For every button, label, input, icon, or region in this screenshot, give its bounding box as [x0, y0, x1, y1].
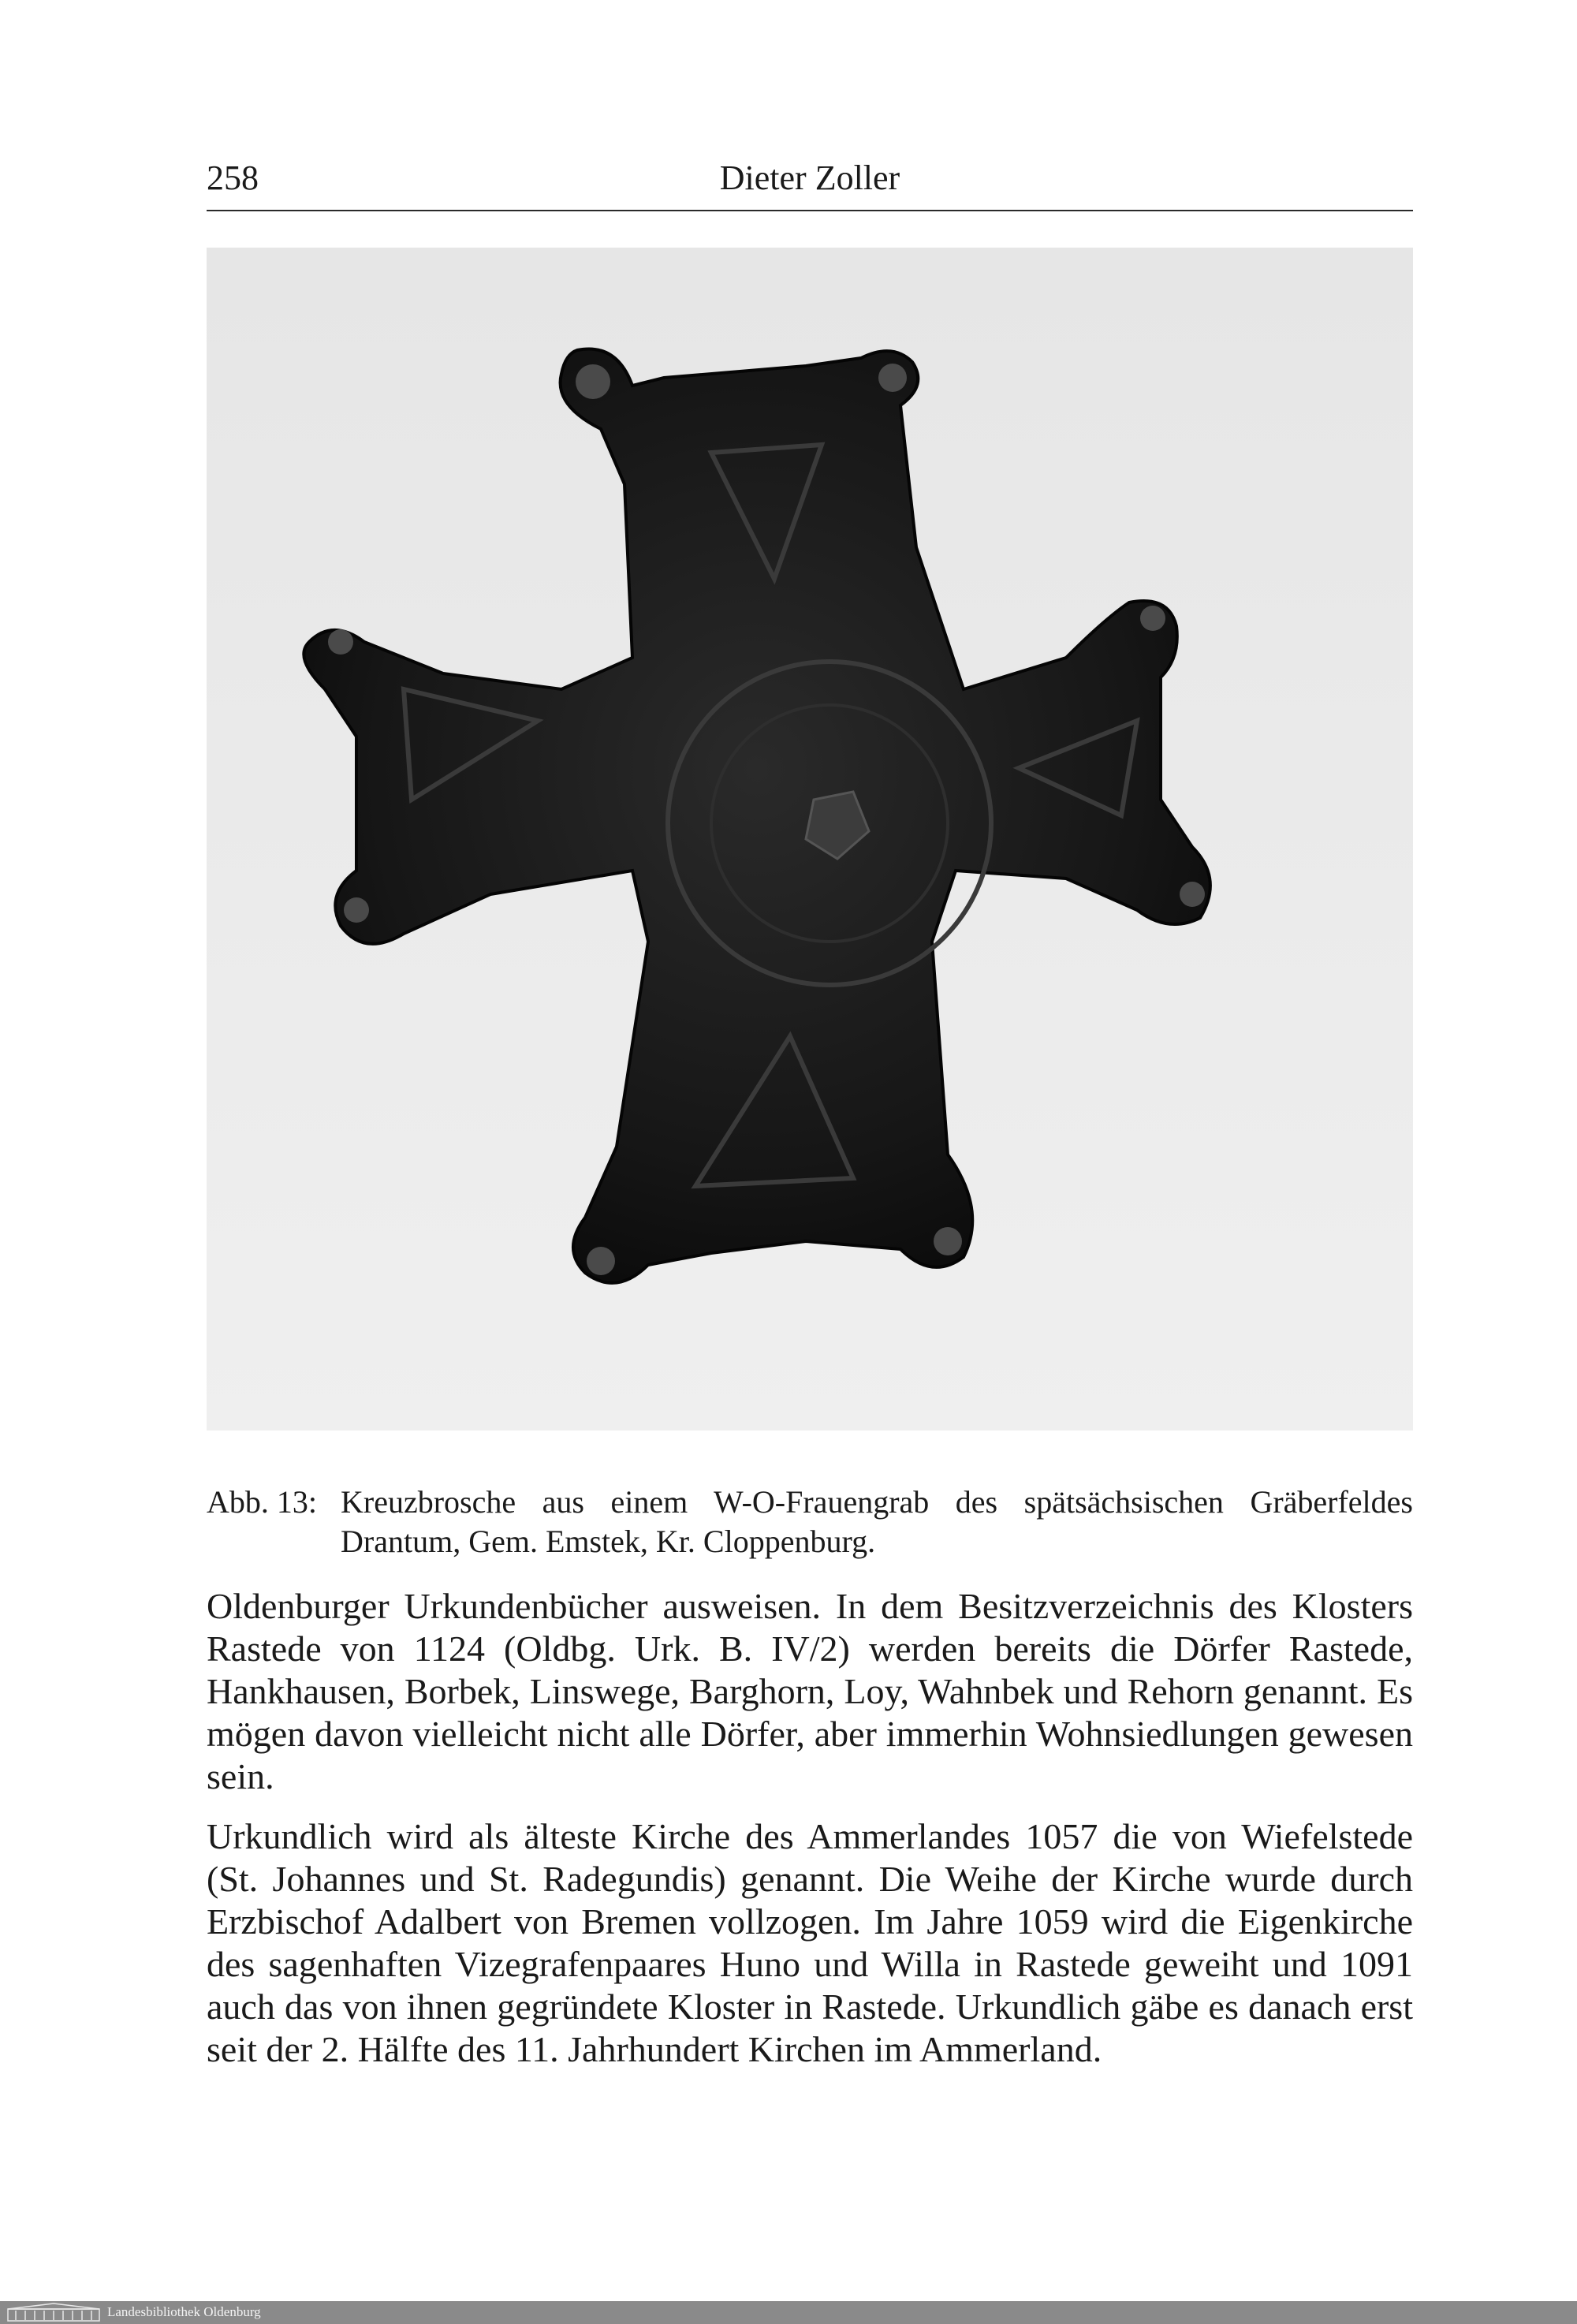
body-text — [207, 1585, 1413, 2088]
library-name: Landesbibliothek Oldenburg — [107, 2304, 261, 2319]
library-footer-bar — [0, 2301, 1577, 2324]
header-rule — [207, 210, 1413, 211]
paragraph: Urkundlich wird als älteste Kirche des Ammerlandes 1057 die von Wiefelstede (St. Johannes und St. Radegundis) genannt. Die Weihe der Kirche wurde durch Erzbischof Adalbert von Bremen vollzogen. Im Jahre 1059 wird die Eigenkirche des sagenhaften Vizegrafenpaares Huno und Willa in Rastede geweiht und 1091 auch das von ihnen gegründete Kloster in Rastede. Urkundlich gäbe es danach erst seit der 2. Hälfte des 11. Jahrhundert Kirchen im Ammerland. — [207, 1816, 1413, 2069]
page-header — [207, 155, 1413, 202]
caption-text: Kreuzbrosche aus einem W-O-Frauengrab des spätsächsischen Gräberfeldes Drantum, Gem. Emstek, Kr. Cloppenburg. — [341, 1484, 1413, 1559]
paragraph: Oldenburger Urkundenbücher ausweisen. In dem Besitzverzeichnis des Klosters Rastede von 1124 (Oldbg. Urk. B. IV/2) werden bereits die Dörfer Rastede, Hankhausen, Borbek, Linswege, Barghorn, Loy, Wahnbek und Rehorn genannt. Es mögen davon vielleicht nicht alle Dörfer, aber immerhin Wohnsiedlungen gewesen sein. — [207, 1586, 1413, 1796]
running-head: Dieter Zoller — [719, 159, 900, 197]
library-building-icon — [6, 2303, 101, 2322]
cross-brooch-image — [207, 248, 1413, 1431]
figure-caption — [207, 1483, 1413, 1561]
figure-photograph — [207, 248, 1413, 1431]
page-number: 258 — [207, 159, 259, 197]
caption-label: Abb. 13: — [207, 1484, 317, 1520]
